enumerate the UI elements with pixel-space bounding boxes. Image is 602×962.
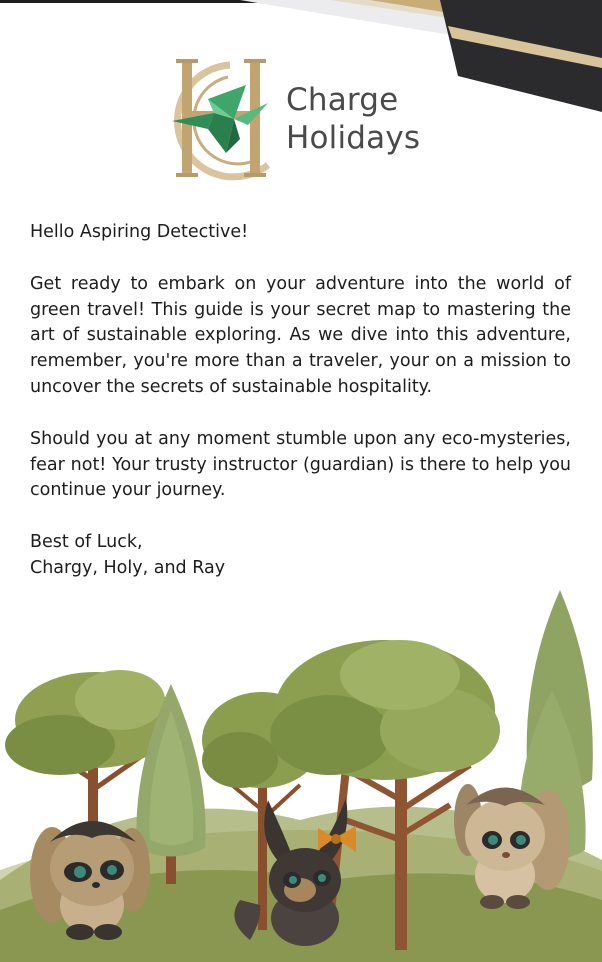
- letter-greeting: Hello Aspiring Detective!: [30, 222, 249, 242]
- logo-wordmark: [286, 81, 420, 157]
- letter-paragraph-1: Get ready to embark on your adventure into the world of green travel! This guide is your secret map to mastering the art of sustainable exploring. As we dive into this adventure, remember, you're more than a traveler, your on a mission to uncover the secrets of sustainable hospitality.: [30, 273, 571, 397]
- logo-name-line2: Holidays: [286, 120, 421, 156]
- letter-closing: Best of Luck,: [30, 532, 143, 553]
- letter-signature: Chargy, Holy, and Ray: [30, 557, 226, 578]
- logo-monogram-icon: [168, 55, 286, 181]
- letter-paragraph-2: Should you at any moment stumble upon any eco-mysteries, fear not! Your trusty instructor (guardian) is there to help you continue your journey.: [30, 428, 571, 501]
- charge-holidays-logo: [168, 55, 448, 181]
- logo-name-line1: Charge: [286, 82, 399, 118]
- forest-illustration: [0, 580, 602, 962]
- welcome-letter: [30, 220, 571, 582]
